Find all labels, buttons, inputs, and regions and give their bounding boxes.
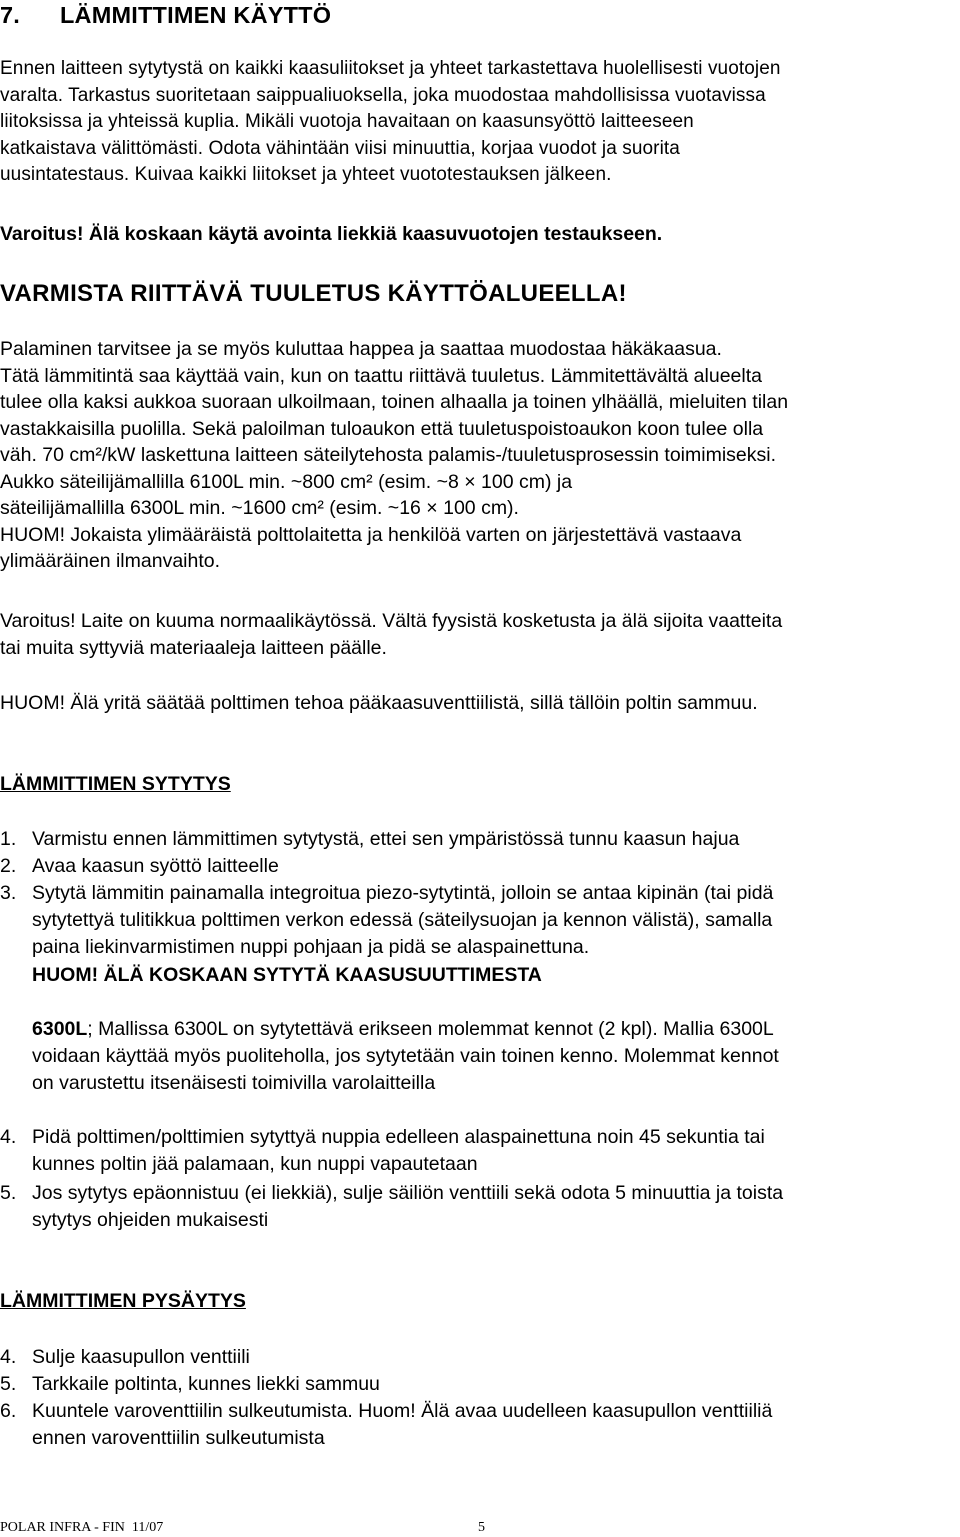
ventilation-heading: VARMISTA RIITTÄVÄ TUULETUS KÄYTTÖALUEELLA! — [0, 280, 627, 307]
step-number: 5. — [0, 1373, 17, 1395]
step-number: 2. — [0, 855, 17, 877]
ventilation-line: HUOM! Jokaista ylimääräistä polttolaitetta ja henkilöä varten on järjestettävä vastaava — [0, 523, 742, 546]
step-number: 4. — [0, 1346, 17, 1368]
intro-line: liitoksissa ja yhteissä kuplia. Mikäli vuotoja havaitaan on kaasunsyöttö laitteeseen — [0, 111, 694, 132]
never-gas-note-row — [0, 962, 542, 989]
step-text: Sulje kaasupullon venttiili — [32, 1346, 250, 1368]
footer-page-number: 5 — [478, 1520, 485, 1535]
ventilation-line: Palaminen tarvitsee ja se myös kuluttaa happea ja saattaa muodostaa häkäkaasua. — [0, 338, 722, 360]
step-text: kunnes poltin jää palamaan, kun nuppi vapautetaan — [32, 1153, 478, 1175]
ventilation-line: Tätä lämmitintä saa käyttää vain, kun on taattu riittävä tuuletus. Lämmitettävältä alueelta — [0, 364, 762, 387]
footer-left: POLAR INFRA - FIN 11/07 — [0, 1520, 164, 1535]
step-number: 6. — [0, 1400, 17, 1422]
step-text: sytytettyä tulitikkua polttimen verkon edessä (säteilysuojan ja kennon välistä), samalla — [32, 909, 773, 931]
step-text: Sytytä lämmitin painamalla integroitua piezo-sytytintä, jolloin se antaa kipinän (tai pidä — [32, 882, 774, 904]
ventilation-line: säteilijämallilla 6300L min. ~1600 cm² (esim. ~16 × 100 cm). — [0, 497, 519, 519]
ignition-heading: LÄMMITTIMEN SYTYTYS — [0, 773, 231, 795]
ignition-step — [0, 853, 279, 880]
adjust-note: HUOM! Älä yritä säätää polttimen tehoa pääkaasuventtiilistä, sillä tällöin poltin sammuu. — [0, 692, 758, 714]
shutdown-step — [0, 1398, 772, 1452]
intro-line: katkaistava välittömästi. Odota vähintään viisi minuuttia, korjaa vuodot ja suorita — [0, 137, 680, 159]
step-text: Tarkkaile poltinta, kunnes liekki sammuu — [32, 1373, 380, 1395]
flame-warning: Varoitus! Älä koskaan käytä avointa liekkiä kaasuvuotojen testaukseen. — [0, 223, 663, 245]
section-title: LÄMMITTIMEN KÄYTTÖ — [60, 2, 332, 28]
ignition-step — [0, 1124, 765, 1178]
step-number: 4. — [0, 1126, 17, 1148]
step-text: sytytys ohjeiden mukaisesti — [32, 1209, 269, 1231]
step-text: Varmistu ennen lämmittimen sytytystä, ettei sen ympäristössä tunnu kaasun hajua — [32, 828, 740, 850]
model-text: on varustettu itsenäisesti toimivilla varolaitteilla — [32, 1072, 436, 1094]
ventilation-line: Aukko säteilijämallilla 6100L min. ~800 cm² (esim. ~8 × 100 cm) ja — [0, 470, 573, 493]
model-label: 6300L — [32, 1018, 88, 1040]
hot-warning-line: tai muita syttyviä materiaaleja laitteen päälle. — [0, 636, 387, 659]
shutdown-heading: LÄMMITTIMEN PYSÄYTYS — [0, 1290, 246, 1312]
step-text: paina liekinvarmistimen nuppi pohjaan ja pidä se alaspainettuna. — [32, 936, 590, 958]
model-line-first — [32, 1016, 779, 1043]
hot-surface-warning — [0, 608, 782, 661]
ignition-step — [0, 1180, 783, 1234]
section-heading — [0, 2, 331, 29]
step-number: 5. — [0, 1182, 17, 1204]
intro-line: uusintatestaus. Kuivaa kaikki liitokset ja yhteet vuototestauksen jälkeen. — [0, 164, 612, 185]
ignition-step — [0, 826, 739, 853]
ventilation-paragraph — [0, 336, 788, 575]
never-gas-note: HUOM! ÄLÄ KOSKAAN SYTYTÄ KAASUSUUTTIMESTA — [32, 964, 542, 986]
step-text: ennen varoventtiilin sulkeutumista — [32, 1427, 325, 1449]
intro-line: varalta. Tarkastus suoritetaan saippualiuoksella, joka muodostaa mahdollisissa vuotavissa — [0, 84, 766, 106]
step-text: Pidä polttimen/polttimien sytyttyä nuppia edelleen alaspainettuna noin 45 sekuntia tai — [32, 1126, 765, 1148]
section-number: 7. — [0, 2, 20, 28]
ventilation-line: ylimääräinen ilmanvaihto. — [0, 550, 221, 572]
shutdown-step — [0, 1344, 250, 1371]
step-text: Jos sytytys epäonnistuu (ei liekkiä), sulje säiliön venttiili sekä odota 5 minuuttia ja toista — [32, 1182, 784, 1204]
step-number: 3. — [0, 882, 17, 904]
ventilation-line: tulee olla kaksi aukkoa suoraan ulkoilmaan, toinen alhaalla ja toinen ylhäällä, mieluiten tilan — [0, 391, 789, 413]
step-text: Avaa kaasun syöttö laitteelle — [32, 855, 279, 877]
step-text: Kuuntele varoventtiilin sulkeutumista. Huom! Älä avaa uudelleen kaasupullon venttiiliä — [32, 1400, 773, 1422]
model-text: ; Mallissa 6300L on sytytettävä erikseen molemmat kennot (2 kpl). Mallia 6300L — [87, 1018, 774, 1040]
intro-paragraph — [0, 56, 781, 189]
ignition-step — [0, 880, 773, 961]
model-text: voidaan käyttää myös puoliteholla, jos sytytetään vain toinen kenno. Molemmat kennot — [32, 1045, 779, 1067]
model-note — [0, 1016, 779, 1097]
shutdown-step — [0, 1371, 380, 1398]
ventilation-line: väh. 70 cm²/kW laskettuna laitteen säteilytehosta palamis-/tuuletusprosessin toimimiseksi. — [0, 444, 776, 466]
ventilation-line: vastakkaisilla puolilla. Sekä paloilman tuloaukon että tuuletuspoistoaukon koon tulee olla — [0, 417, 764, 440]
step-number: 1. — [0, 828, 17, 850]
hot-warning-line: Varoitus! Laite on kuuma normaalikäytössä. Vältä fyysistä kosketusta ja älä sijoita vaatteita — [0, 610, 783, 632]
intro-line: Ennen laitteen sytytystä on kaikki kaasuliitokset ja yhteet tarkastettava huolellisesti vuotojen — [0, 58, 781, 79]
